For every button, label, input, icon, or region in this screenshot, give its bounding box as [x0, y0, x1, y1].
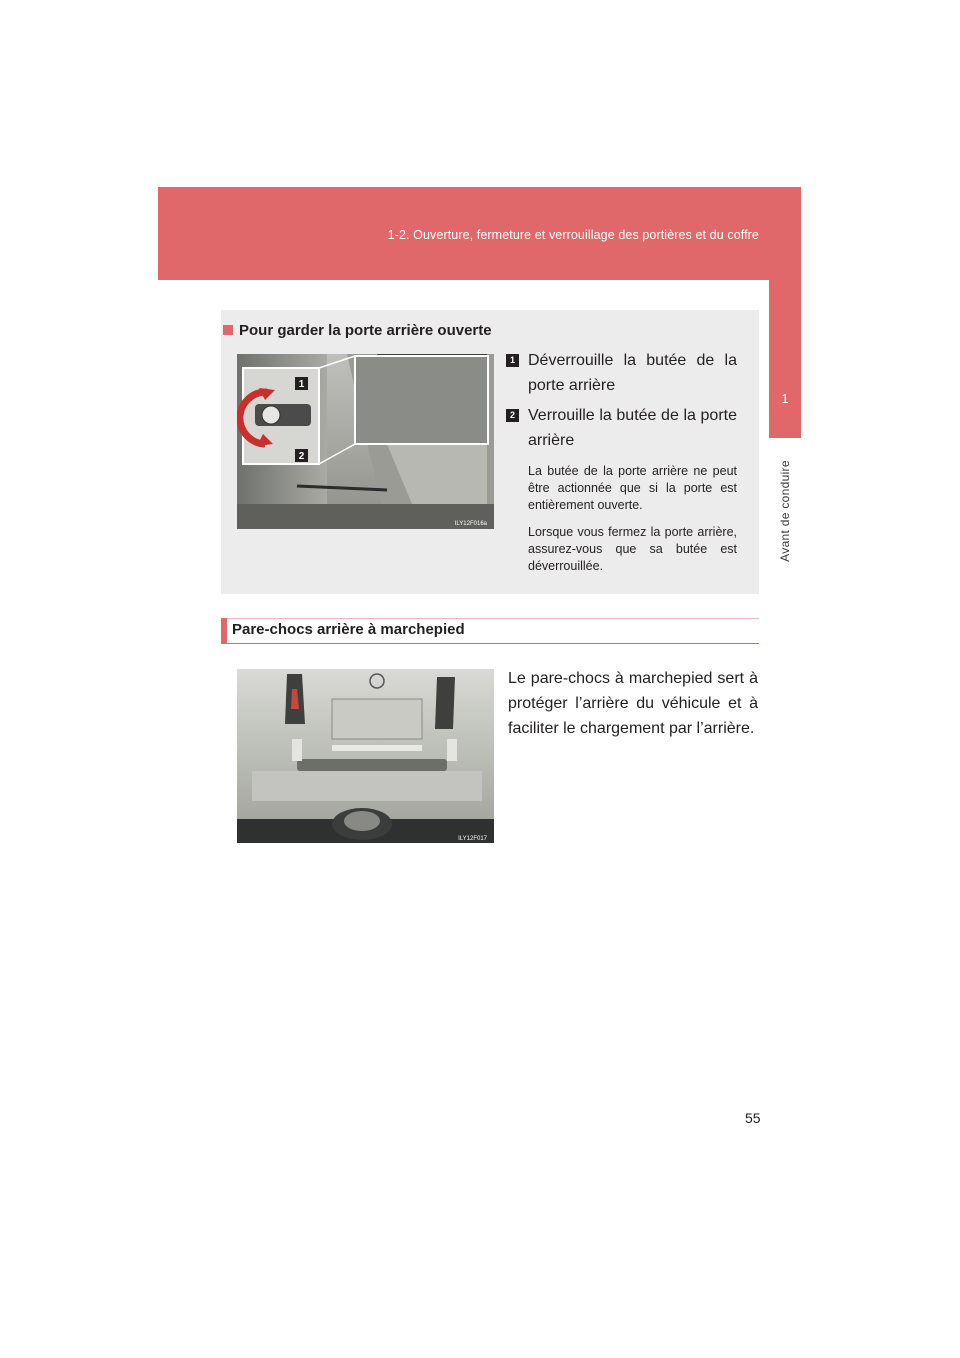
chapter-tab [769, 187, 801, 438]
rear-bumper-illustration [237, 669, 494, 843]
step-1 [506, 348, 737, 398]
image-code: ILY12F017 [458, 836, 487, 842]
info-box-title: Pour garder la porte arrière ouverte [223, 322, 492, 339]
section-paragraph: Le pare-chocs à marchepied sert à protéger l’arrière du véhicule et à faciliter le chargement par l’arrière. [508, 670, 758, 737]
page-number: 55 [745, 1110, 761, 1126]
info-box [221, 310, 759, 594]
tailgate-stopper-illustration [237, 354, 494, 529]
section-heading [221, 618, 759, 644]
chapter-label: Avant de conduire [778, 459, 792, 562]
section-bar [221, 618, 227, 644]
step-text: Verrouille la butée de la porte arrière [528, 407, 737, 449]
step-2 [506, 403, 737, 453]
image-code: ILY12F016a [454, 521, 487, 527]
square-bullet-icon [223, 325, 233, 335]
callout-1-label: 1 [298, 379, 305, 390]
section-title: Pare-chocs arrière à marchepied [232, 621, 465, 638]
note-1: La butée de la porte arrière ne peut être actionnée que si la porte est entièrement ouverte. [528, 464, 737, 512]
step-number: 1 [506, 354, 519, 367]
breadcrumb: 1-2. Ouverture, fermeture et verrouillage des portières et du coffre [387, 228, 759, 242]
note-2: Lorsque vous fermez la porte arrière, assurez-vous que sa butée est déverrouillée. [528, 525, 737, 573]
step-number: 2 [506, 409, 519, 422]
steps-list [506, 348, 737, 575]
step-text: Déverrouille la butée de la porte arrière [528, 352, 737, 394]
header-band [158, 187, 801, 280]
callout-2-label: 2 [298, 451, 305, 462]
chapter-number: 1 [781, 391, 789, 406]
chapter-label-wrap [769, 448, 801, 573]
